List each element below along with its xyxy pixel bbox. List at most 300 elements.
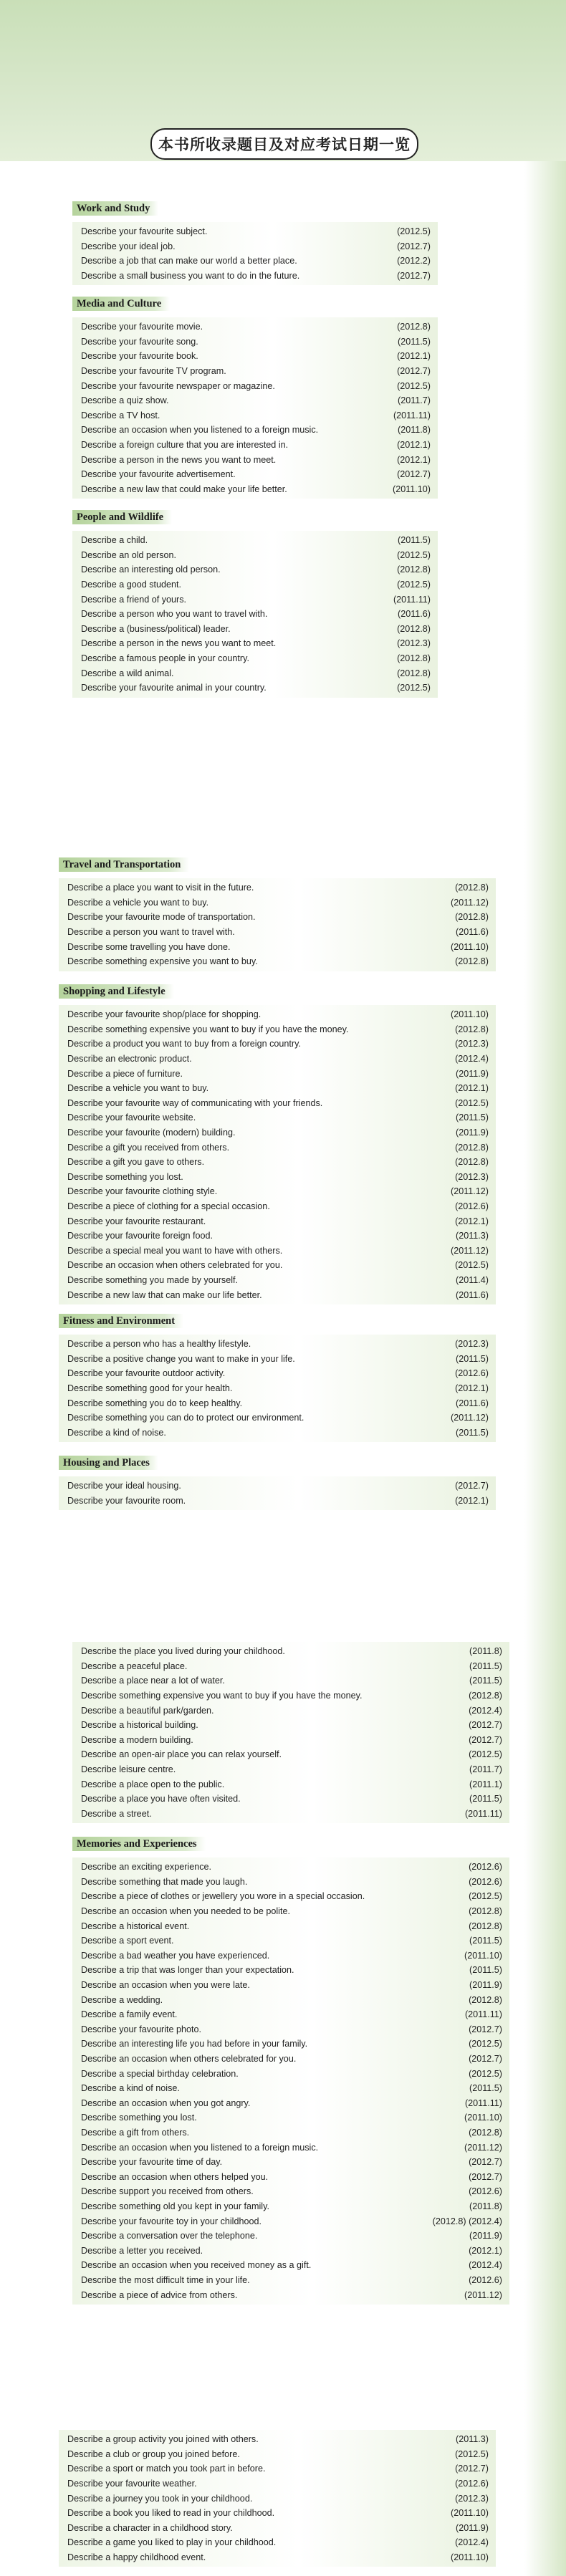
exam-date: (2011.5) <box>456 1112 489 1123</box>
exam-date: (2012.7) <box>397 271 431 282</box>
topic-list <box>72 1857 509 2305</box>
topic-row <box>72 2155 509 2170</box>
topic-row <box>72 1747 509 1762</box>
topic-row <box>59 1352 496 1367</box>
topic-text: Describe a letter you received. <box>81 2245 203 2256</box>
topic-row <box>59 1170 496 1185</box>
topic-row <box>72 577 438 592</box>
topic-text: Describe support you received from others. <box>81 2186 254 2197</box>
exam-date: (2011.9) <box>456 2522 489 2533</box>
section-heading: People and Wildlife <box>72 510 172 524</box>
exam-date: (2011.11) <box>393 410 431 420</box>
topic-row <box>72 224 438 239</box>
topic-row <box>72 2007 509 2022</box>
exam-date: (2012.1) <box>455 1083 489 1094</box>
exam-date: (2012.8) <box>455 956 489 967</box>
exam-date: (2011.4) <box>456 1274 489 1285</box>
exam-date: (2012.5) <box>455 2448 489 2459</box>
topic-row <box>59 2506 496 2521</box>
topic-row <box>72 2258 509 2273</box>
topic-text: Describe something you lost. <box>67 1171 183 1182</box>
section-memories <box>72 1837 509 2305</box>
topic-row <box>72 1659 509 1674</box>
topic-text: Describe something expensive you want to buy if you have the money. <box>81 1691 363 1701</box>
exam-date: (2012.3) <box>455 2493 489 2504</box>
topic-text: Describe a new law that could make your life better. <box>81 484 287 494</box>
topic-text: Describe an interesting old person. <box>81 564 221 575</box>
topic-text: Describe an occasion when others celebrated for you. <box>81 2054 297 2065</box>
topic-row <box>72 2125 509 2140</box>
topic-row <box>72 1889 509 1904</box>
topic-text: Describe your favourite website. <box>67 1112 196 1123</box>
topic-text: Describe an occasion when others celebrated for you. <box>67 1260 283 1271</box>
topic-row <box>72 1688 509 1703</box>
exam-date: (2012.7) <box>469 1720 502 1731</box>
topic-text: Describe a journey you took in your childhood. <box>67 2493 253 2504</box>
topic-row <box>59 1244 496 1259</box>
topic-row <box>59 1007 496 1022</box>
side-gradient-band <box>524 161 566 2576</box>
topic-text: Describe your favourite photo. <box>81 2024 202 2034</box>
topic-row <box>72 2169 509 2184</box>
exam-date: (2012.5) <box>397 580 431 590</box>
exam-date: (2011.6) <box>456 1398 489 1408</box>
exam-date: (2011.5) <box>469 1965 502 1976</box>
topic-row <box>72 2052 509 2067</box>
topic-row <box>59 1096 496 1111</box>
exam-date: (2011.12) <box>451 1245 489 1256</box>
section-heading: Work and Study <box>72 201 158 216</box>
exam-date: (2012.7) <box>469 2054 502 2065</box>
exam-date: (2011.5) <box>469 1661 502 1671</box>
section-work <box>72 201 438 285</box>
topic-row <box>72 482 438 497</box>
topic-row <box>59 895 496 910</box>
exam-date: (2012.1) <box>397 454 431 465</box>
topic-row <box>59 1258 496 1273</box>
exam-date: (2012.4) <box>455 1054 489 1064</box>
topic-row <box>72 254 438 269</box>
topic-row <box>59 1337 496 1352</box>
topic-text: Describe a person you want to travel with. <box>67 927 235 938</box>
exam-date: (2012.8) <box>397 653 431 664</box>
topic-text: Describe your favourite shop/place for shopping. <box>67 1009 262 1020</box>
topic-row <box>72 378 438 393</box>
topic-row <box>72 364 438 379</box>
exam-date: (2012.8) <box>455 1157 489 1168</box>
topic-text: Describe a peaceful place. <box>81 1661 188 1671</box>
exam-date: (2011.5) <box>469 2083 502 2094</box>
topic-text: Describe your favourite animal in your country. <box>81 683 267 693</box>
exam-date: (2012.4) <box>455 2537 489 2548</box>
section-media <box>72 297 438 499</box>
exam-date: (2012.8) <box>455 912 489 923</box>
section-housing <box>59 1456 496 1510</box>
topic-text: Describe a historical event. <box>81 1921 190 1931</box>
exam-date: (2012.1) <box>469 2245 502 2256</box>
topic-text: Describe a foreign culture that you are interested in. <box>81 440 289 451</box>
topic-row <box>72 239 438 254</box>
topic-row <box>59 954 496 969</box>
topic-row <box>72 636 438 651</box>
topic-text: Describe a place near a lot of water. <box>81 1676 225 1686</box>
exam-date: (2012.7) <box>469 2024 502 2034</box>
exam-date: (2011.10) <box>393 484 431 494</box>
topic-text: Describe something expensive you want to buy if you have the money. <box>67 1024 349 1034</box>
exam-date: (2011.10) <box>464 2113 502 2123</box>
topic-text: Describe your favourite room. <box>67 1495 186 1506</box>
exam-date: (2011.5) <box>456 1427 489 1438</box>
section-activities <box>59 2430 496 2567</box>
exam-date: (2012.8) <box>469 1921 502 1931</box>
topic-row <box>59 1022 496 1037</box>
topic-text: Describe your favourite foreign food. <box>67 1231 214 1241</box>
topic-row <box>72 349 438 364</box>
topic-text: Describe your favourite outdoor activity. <box>67 1368 226 1379</box>
section-places <box>72 1642 509 1823</box>
exam-date: (2011.5) <box>469 1676 502 1686</box>
topic-text: Describe an exciting experience. <box>81 1862 212 1873</box>
exam-date: (2012.8) <box>469 1691 502 1701</box>
section-people <box>72 510 438 698</box>
exam-date: (2012.5) <box>469 1749 502 1760</box>
topic-text: Describe something you lost. <box>81 2113 197 2123</box>
topic-text: Describe a kind of noise. <box>67 1427 166 1438</box>
topic-text: Describe a job that can make our world a better place. <box>81 256 297 266</box>
topic-text: Describe an occasion when you listened to a foreign music. <box>81 2142 319 2153</box>
exam-date: (2012.5) <box>469 2068 502 2079</box>
topic-row <box>59 1426 496 1441</box>
topic-text: Describe a (business/political) leader. <box>81 623 231 634</box>
topic-row <box>72 2243 509 2258</box>
exam-date: (2012.8) <box>397 564 431 575</box>
exam-date: (2011.9) <box>456 1128 489 1138</box>
topic-row <box>72 1792 509 1807</box>
topic-row <box>59 1081 496 1096</box>
topic-row <box>59 1125 496 1140</box>
topic-text: Describe your ideal housing. <box>67 1481 181 1491</box>
topic-text: Describe a friend of yours. <box>81 594 186 605</box>
topic-text: Describe a group activity you joined with others. <box>67 2434 259 2445</box>
exam-date: (2012.5) <box>455 1260 489 1271</box>
topic-text: Describe a club or group you joined before. <box>67 2448 240 2459</box>
exam-date: (2012.8) <box>455 1024 489 1034</box>
topic-row <box>59 1381 496 1396</box>
topic-row <box>72 2199 509 2214</box>
topic-row <box>72 1860 509 1875</box>
topic-text: Describe an occasion when you needed to be polite. <box>81 1906 290 1917</box>
topic-row <box>72 2110 509 2125</box>
topic-text: Describe an electronic product. <box>67 1054 192 1064</box>
exam-date: (2012.6) <box>455 1368 489 1379</box>
topic-row <box>72 423 438 438</box>
exam-date: (2012.5) <box>397 380 431 391</box>
topic-text: Describe a kind of noise. <box>81 2083 180 2094</box>
topic-text: Describe a place you want to visit in the future. <box>67 883 254 893</box>
topic-text: Describe your favourite time of day. <box>81 2157 223 2168</box>
exam-date: (2011.6) <box>398 609 431 620</box>
topic-row <box>59 1199 496 1214</box>
section-heading: Fitness and Environment <box>59 1314 183 1328</box>
topic-text: Describe a quiz show. <box>81 395 169 406</box>
topic-text: Describe an interesting life you had before in your family. <box>81 2039 308 2049</box>
topic-text: Describe your favourite song. <box>81 336 198 347</box>
topic-text: Describe a family event. <box>81 2009 178 2020</box>
topic-text: Describe something you made by yourself. <box>67 1274 238 1285</box>
topic-text: Describe a modern building. <box>81 1734 193 1745</box>
exam-date: (2011.9) <box>469 1980 502 1991</box>
topic-row <box>59 1066 496 1081</box>
topic-row <box>72 2096 509 2111</box>
topic-list <box>59 878 496 971</box>
exam-date: (2011.9) <box>469 2231 502 2241</box>
topic-row <box>59 1273 496 1288</box>
exam-date: (2011.7) <box>469 1764 502 1775</box>
topic-text: Describe your favourite clothing style. <box>67 1186 218 1197</box>
topic-text: Describe a piece of furniture. <box>67 1068 183 1079</box>
topic-list <box>72 317 438 499</box>
exam-date: (2011.12) <box>464 2289 502 2300</box>
topic-row <box>59 1229 496 1244</box>
topic-list <box>59 1005 496 1304</box>
exam-date: (2012.7) <box>455 2464 489 2474</box>
exam-date: (2012.6) <box>469 2274 502 2285</box>
topic-row <box>72 408 438 423</box>
exam-date: (2012.8) <box>455 883 489 893</box>
topic-row <box>59 939 496 954</box>
topic-text: Describe a special birthday celebration. <box>81 2068 239 2079</box>
topic-row <box>72 592 438 607</box>
topic-text: Describe a gift from others. <box>81 2127 190 2138</box>
topic-text: Describe an old person. <box>81 549 177 560</box>
topic-text: Describe a vehicle you want to buy. <box>67 1083 209 1094</box>
exam-date: (2011.8) <box>398 425 431 436</box>
topic-text: Describe an occasion when you listened to a foreign music. <box>81 425 319 436</box>
topic-text: Describe a small business you want to do in the future. <box>81 271 300 282</box>
exam-date: (2012.7) <box>455 1481 489 1491</box>
topic-row <box>72 681 438 696</box>
topic-text: Describe a TV host. <box>81 410 160 420</box>
exam-date: (2012.3) <box>455 1339 489 1350</box>
topic-row <box>72 1992 509 2007</box>
exam-date: (2011.12) <box>451 1413 489 1423</box>
topic-row <box>59 880 496 895</box>
topic-row <box>72 622 438 637</box>
topic-row <box>59 1213 496 1229</box>
topic-text: Describe a historical building. <box>81 1720 198 1731</box>
exam-date: (2011.12) <box>464 2142 502 2153</box>
topic-row <box>72 2037 509 2052</box>
topic-text: Describe a new law that can make our life better. <box>67 1289 262 1300</box>
topic-list <box>72 1642 509 1823</box>
exam-date: (2012.5) <box>469 2039 502 2049</box>
topic-row <box>72 1644 509 1659</box>
topic-text: Describe your favourite advertisement. <box>81 469 236 480</box>
topic-row <box>72 1762 509 1777</box>
topic-text: Describe your favourite subject. <box>81 226 208 237</box>
topic-row <box>72 2287 509 2302</box>
exam-date: (2012.3) <box>455 1039 489 1049</box>
topic-row <box>59 2461 496 2476</box>
topic-text: Describe a beautiful park/garden. <box>81 1705 214 1716</box>
topic-text: Describe a person in the news you want to meet. <box>81 454 277 465</box>
topic-row <box>72 665 438 681</box>
topic-text: Describe your favourite TV program. <box>81 366 226 377</box>
topic-row <box>72 548 438 563</box>
topic-text: Describe a piece of advice from others. <box>81 2289 238 2300</box>
topic-row <box>59 2550 496 2565</box>
topic-text: Describe your ideal job. <box>81 241 176 251</box>
exam-date: (2011.5) <box>398 336 431 347</box>
exam-date: (2012.6) <box>469 1876 502 1887</box>
topic-text: Describe your favourite restaurant. <box>67 1216 206 1226</box>
exam-date: (2012.1) <box>455 1383 489 1394</box>
topic-list <box>72 222 438 285</box>
topic-row <box>72 562 438 577</box>
exam-date: (2011.8) <box>469 2201 502 2211</box>
topic-row <box>59 1110 496 1125</box>
exam-date: (2012.1) <box>455 1216 489 1226</box>
exam-date: (2012.5) <box>397 683 431 693</box>
exam-date: (2012.1) <box>455 1495 489 1506</box>
exam-date: (2011.9) <box>456 1068 489 1079</box>
topic-row <box>72 533 438 548</box>
topic-text: Describe a person in the news you want to meet. <box>81 638 277 649</box>
topic-text: Describe something you do to keep healthy. <box>67 1398 243 1408</box>
topic-row <box>59 1287 496 1302</box>
topic-row <box>72 2140 509 2155</box>
topic-row <box>59 1479 496 1494</box>
topic-row <box>72 1703 509 1718</box>
exam-date: (2012.7) <box>397 366 431 377</box>
section-heading: Housing and Places <box>59 1456 158 1470</box>
topic-text: Describe some travelling you have done. <box>67 941 231 952</box>
exam-date: (2012.3) <box>455 1171 489 1182</box>
exam-date: (2011.11) <box>464 2097 502 2108</box>
topic-text: Describe a game you liked to play in your childhood. <box>67 2537 277 2548</box>
topic-row <box>72 2273 509 2288</box>
section-shopping <box>59 984 496 1304</box>
exam-date: (2011.12) <box>451 897 489 908</box>
topic-row <box>72 1918 509 1933</box>
exam-date: (2012.8) <box>469 1994 502 2005</box>
topic-row <box>59 2535 496 2550</box>
topic-text: Describe an open-air place you can relax yourself. <box>81 1749 282 1760</box>
topic-row <box>72 2184 509 2199</box>
exam-date: (2012.2) <box>397 256 431 266</box>
topic-text: Describe the most difficult time in your life. <box>81 2274 250 2285</box>
topic-row <box>72 1948 509 1964</box>
topic-row <box>72 2229 509 2244</box>
topic-text: Describe a vehicle you want to buy. <box>67 897 209 908</box>
topic-text: Describe something old you kept in your family. <box>81 2201 269 2211</box>
topic-list <box>59 1335 496 1442</box>
exam-date: (2011.5) <box>469 1794 502 1804</box>
exam-date: (2012.5) <box>469 1891 502 1902</box>
exam-date: (2011.3) <box>456 2434 489 2445</box>
exam-date: (2011.10) <box>451 2508 489 2519</box>
topic-row <box>59 1037 496 1052</box>
topic-row <box>59 1410 496 1426</box>
exam-date: (2012.5) <box>397 549 431 560</box>
topic-row <box>72 1904 509 1919</box>
topic-text: Describe a wild animal. <box>81 668 174 678</box>
topic-list <box>72 531 438 698</box>
exam-date: (2011.1) <box>469 1779 502 1789</box>
exam-date: (2012.7) <box>469 1734 502 1745</box>
topic-row <box>72 438 438 453</box>
topic-text: Describe a gift you received from others. <box>67 1142 230 1153</box>
topic-text: Describe your favourite book. <box>81 351 198 362</box>
topic-row <box>59 910 496 925</box>
topic-row <box>59 2447 496 2462</box>
topic-text: Describe a special meal you want to have with others. <box>67 1245 283 1256</box>
topic-text: Describe a conversation over the telephone. <box>81 2231 258 2241</box>
exam-date: (2011.8) <box>469 1646 502 1657</box>
topic-text: Describe a good student. <box>81 580 182 590</box>
topic-row <box>72 1673 509 1688</box>
exam-date: (2011.10) <box>464 1950 502 1961</box>
topic-row <box>72 1733 509 1748</box>
topic-text: Describe your favourite way of communicating with your friends. <box>67 1097 323 1108</box>
exam-date: (2011.5) <box>456 1353 489 1364</box>
exam-date: (2012.6) <box>469 2186 502 2197</box>
exam-date: (2011.5) <box>398 535 431 546</box>
topic-text: Describe a person who you want to travel with. <box>81 609 268 620</box>
exam-date: (2011.7) <box>398 395 431 406</box>
topic-text: Describe a child. <box>81 535 148 546</box>
exam-date: (2011.11) <box>393 594 431 605</box>
topic-text: Describe a sport or match you took part in before. <box>67 2464 266 2474</box>
topic-row <box>72 393 438 408</box>
topic-text: Describe a trip that was longer than your expectation. <box>81 1965 294 1976</box>
exam-date: (2012.7) <box>469 2171 502 2182</box>
topic-text: Describe an occasion when you received money as a gift. <box>81 2260 312 2271</box>
topic-text: Describe a character in a childhood story. <box>67 2522 233 2533</box>
exam-date: (2012.7) <box>397 241 431 251</box>
topic-text: Describe something expensive you want to buy. <box>67 956 258 967</box>
topic-row <box>72 2066 509 2081</box>
topic-text: Describe your favourite movie. <box>81 322 203 332</box>
exam-date: (2012.8) <box>469 2127 502 2138</box>
topic-row <box>72 452 438 467</box>
exam-date: (2012.5) <box>397 226 431 237</box>
exam-date: (2011.12) <box>451 1186 489 1197</box>
topic-row <box>72 2081 509 2096</box>
topic-text: Describe something that made you laugh. <box>81 1876 248 1887</box>
exam-date: (2012.1) <box>397 351 431 362</box>
exam-date: (2012.7) <box>397 469 431 480</box>
topic-text: Describe a piece of clothes or jewellery you wore in a special occasion. <box>81 1891 365 1902</box>
topic-row <box>59 1366 496 1381</box>
exam-date: (2012.8) <box>397 623 431 634</box>
topic-text: Describe a place open to the public. <box>81 1779 225 1789</box>
exam-date: (2011.11) <box>464 1808 502 1819</box>
topic-row <box>72 335 438 350</box>
exam-date: (2011.10) <box>451 1009 489 1020</box>
topic-text: Describe an occasion when others helped you. <box>81 2171 269 2182</box>
topic-row <box>59 2521 496 2536</box>
topic-text: Describe the place you lived during your childhood. <box>81 1646 285 1657</box>
topic-text: Describe an occasion when you got angry. <box>81 2097 251 2108</box>
topic-row <box>59 1395 496 1410</box>
topic-row <box>72 319 438 335</box>
section-heading: Media and Culture <box>72 297 170 311</box>
topic-row <box>72 1807 509 1822</box>
topic-text: Describe a product you want to buy from a foreign country. <box>67 1039 301 1049</box>
exam-date: (2011.6) <box>456 1289 489 1300</box>
exam-date: (2011.10) <box>451 941 489 952</box>
